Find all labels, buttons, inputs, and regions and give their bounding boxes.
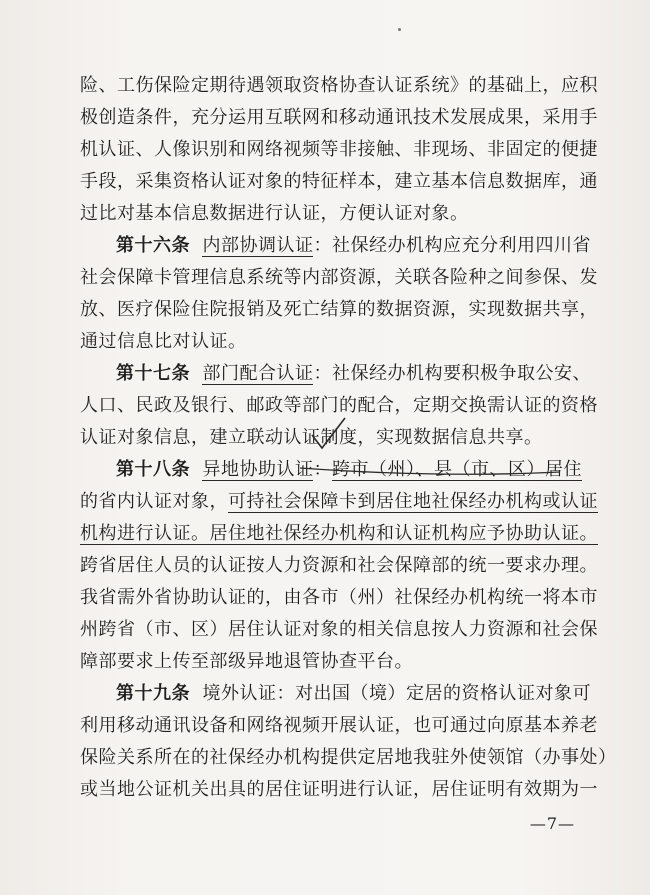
article-18-text: 的省内认证对象， — [80, 491, 228, 512]
article-18-line-2 — [80, 486, 598, 518]
text-line: 极创造条件，充分运用互联网和移动通讯技术发展成果，采用手 — [80, 107, 598, 128]
body-text — [80, 70, 617, 806]
text-line: 州跨省（市、区）居住认证对象的相关信息按人力资源和社会保 — [80, 619, 598, 640]
article-17-title: 部门配合认证 — [202, 363, 314, 384]
article-18-line-1 — [80, 454, 580, 486]
page-number: —7— — [529, 814, 575, 833]
text-line: 机认证、人像识别和网络视频等非接触、非现场、非固定的便捷 — [80, 139, 598, 160]
text-line: 我省需外省协助认证的，由各市（州）社保经办机构统一将本市 — [80, 587, 598, 608]
article-19-line-1 — [80, 678, 591, 710]
article-16-title: 内部协调认证 — [202, 235, 314, 256]
article-18-title: 异地协助认证 — [202, 459, 314, 480]
article-19-heading: 第十九条 — [116, 683, 190, 704]
article-19-title: 境外认证 — [202, 683, 277, 704]
article-18-underlined-text: 跨市（州）、县（市、区）居住 — [331, 459, 582, 480]
scan-speck — [398, 28, 401, 31]
article-18-underlined-text: 居住地社保经办机构和认证机构应予协助认证。 — [209, 523, 598, 544]
article-18-underlined-text: 机构进行认证。 — [80, 523, 210, 544]
text-line: 障部要求上传至部级异地退管协查平台。 — [80, 651, 413, 672]
article-16-text: ：社保经办机构应充分利用四川省 — [313, 235, 591, 256]
text-line: 认证对象信息，建立联动认证制度，实现数据信息共享。 — [80, 427, 543, 448]
text-line: 利用移动通讯设备和网络视频开展认证，也可通过向原基本养老 — [80, 715, 598, 736]
text-line: 手段，采集资格认证对象的特征样本，建立基本信息数据库，通 — [80, 171, 598, 192]
article-16-heading: 第十六条 — [116, 235, 190, 256]
article-17-heading: 第十七条 — [116, 363, 190, 384]
article-18-colon: ： — [313, 459, 332, 480]
text-line: 险、工伤保险定期待遇领取资格协查认证系统》的基础上，应积 — [80, 75, 598, 96]
article-18-heading: 第十八条 — [116, 459, 190, 480]
article-18-underlined-text: 可持社会保障卡到居住地社保经办机构或认证 — [228, 491, 598, 512]
article-18-line-3 — [80, 518, 598, 550]
text-line: 通过信息比对认证。 — [80, 331, 247, 352]
article-16-line-1 — [80, 230, 591, 262]
text-line: 保险关系所在的社保经办机构提供定居地我驻外使领馆（办事处） — [80, 747, 617, 768]
text-line: 跨省居住人员的认证按人力资源和社会保障部的统一要求办理。 — [80, 555, 598, 576]
text-line: 社会保障卡管理信息系统等内部资源，关联各险种之间参保、发 — [80, 267, 598, 288]
article-19-text: ：对出国（境）定居的资格认证对象可 — [276, 683, 591, 704]
article-17-line-1 — [80, 358, 591, 390]
text-line: 或当地公证机关出具的居住证明进行认证，居住证明有效期为一 — [80, 779, 598, 800]
text-line: 人口、民政及银行、邮政等部门的配合，定期交换需认证的资格 — [80, 395, 598, 416]
text-line: 过比对基本信息数据进行认证，方便认证对象。 — [80, 203, 469, 224]
article-17-text: ：社保经办机构要积极争取公安、 — [313, 363, 591, 384]
text-line: 放、医疗保险住院报销及死亡结算的数据资源，实现数据共享， — [80, 299, 598, 320]
